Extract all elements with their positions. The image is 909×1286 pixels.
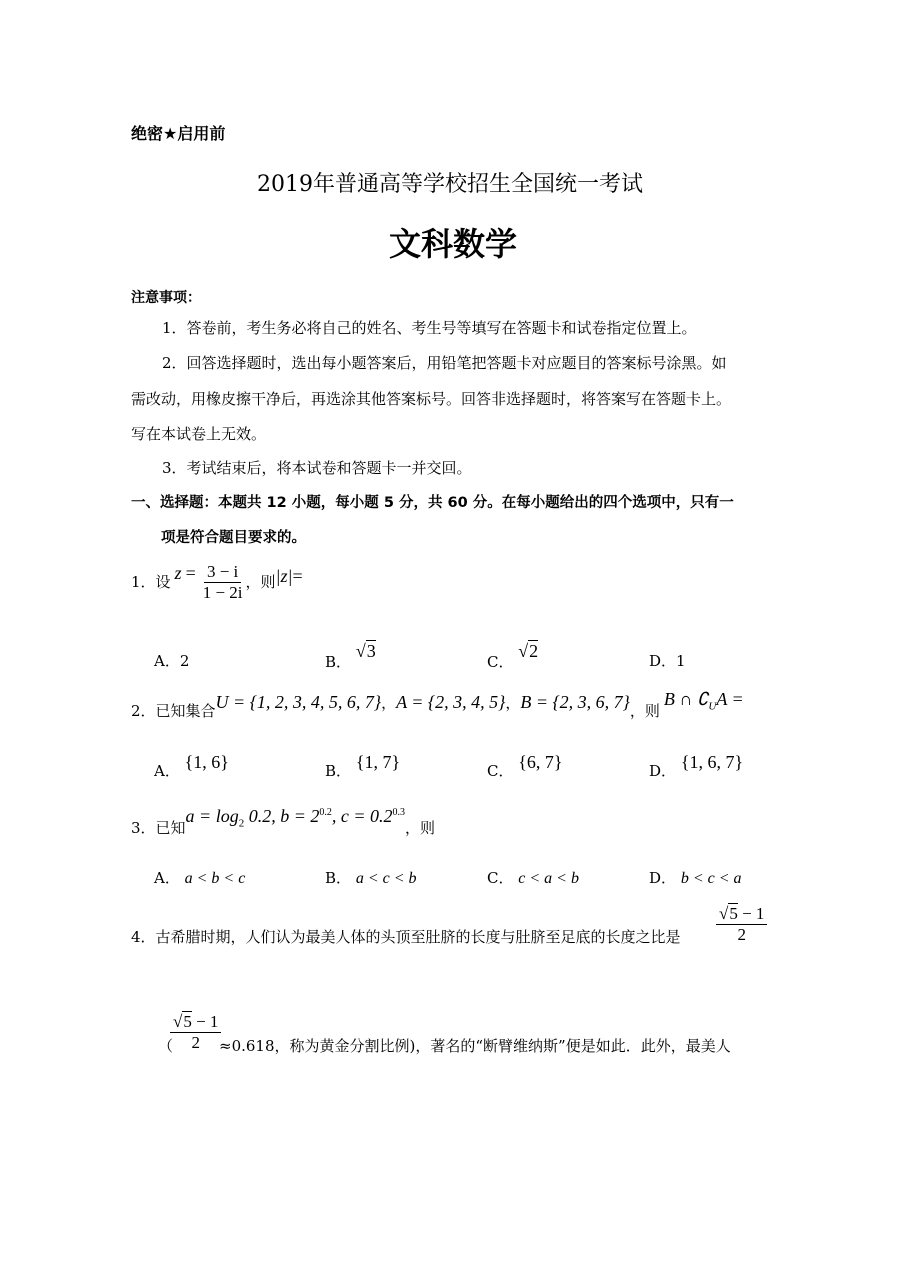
q1-option-d-value: 1 — [676, 652, 686, 670]
q2-prefix: 2．已知集合 — [131, 701, 216, 720]
q3-option-c-label: C． — [487, 869, 514, 887]
q3-option-a-value: a < b < c — [184, 870, 246, 887]
q2-option-a-value: {1, 6} — [184, 752, 229, 772]
q2-option-d-value: {1, 6, 7} — [680, 752, 744, 772]
q3-option-d-value: b < c < a — [680, 870, 742, 887]
q3-option-b-value: a < c < b — [355, 870, 417, 887]
notice-item-2-line1: 2．回答选择题时，选出每小题答案后，用铅笔把答题卡对应题目的答案标号涂黑。如 — [162, 354, 727, 372]
q1-option-b-label: B． — [325, 653, 352, 671]
q4-line-1: 4．古希腊时期，人们认为最美人体的头顶至肚脐的长度与肚脐至足底的长度之比是 — [131, 928, 681, 946]
q1-mid: ，则 — [245, 573, 276, 591]
q1-option-a — [154, 651, 189, 671]
q3-option-b-label: B． — [325, 869, 352, 887]
q1-tail: = — [292, 565, 303, 586]
q2-expr-main: B ∩ ∁ — [663, 689, 709, 709]
q4-ratio2-denominator: 2 — [191, 1033, 200, 1052]
q2-option-a-label: A． — [154, 762, 180, 780]
notice-item-3: 3．考试结束后，将本试卷和答题卡一并交回。 — [162, 459, 472, 477]
q4-ratio-num-rest: − 1 — [737, 904, 765, 923]
q2-option-a — [154, 752, 229, 781]
q1-option-b-sqrt: √3 — [355, 641, 376, 661]
q4-ratio2-num-rest: − 1 — [191, 1012, 219, 1031]
q1-option-a-value: 2 — [179, 652, 190, 670]
q1-denominator: 1 − 2i — [202, 582, 243, 602]
q4-line-2: ≈0.618，称为黄金分割比例)，著名的“断臂维纳斯”便是如此．此外，最美人 — [219, 1037, 731, 1055]
q1-fraction — [200, 562, 246, 603]
q3-c-exponent: 0.3 — [392, 807, 405, 818]
q3-option-c — [487, 868, 579, 889]
q3-prefix: 3．已知 — [131, 818, 186, 837]
q3-log-base: 2 — [238, 817, 245, 830]
question-1 — [131, 557, 303, 607]
q2-option-c-label: C． — [487, 762, 514, 780]
q1-var-z: z — [174, 562, 182, 583]
q3-option-d — [649, 868, 742, 889]
question-3 — [131, 806, 436, 838]
q3-c-part: , c = 0.2 — [331, 806, 393, 826]
q1-option-d-label: D． — [649, 652, 677, 670]
q2-option-d — [649, 752, 744, 781]
q2-set-u: U = {1, 2, 3, 4, 5, 6, 7} — [215, 691, 382, 712]
section1-heading-line2: 项是符合题目要求的。 — [161, 530, 306, 546]
q4-ratio2-root: 5 — [183, 1012, 192, 1031]
q3-a-rest: 0.2, b = 2 — [244, 806, 320, 826]
q2-option-b — [325, 752, 401, 781]
q2-option-b-value: {1, 7} — [355, 752, 401, 772]
q1-abs-z: |z| — [275, 565, 293, 586]
q1-numerator: 3 − i — [204, 562, 241, 583]
q2-set-b: B = {2, 3, 6, 7} — [520, 691, 630, 712]
q2-set-a: A = {2, 3, 4, 5} — [396, 691, 506, 712]
q2-expression — [664, 689, 744, 713]
q2-sep-1: ， — [381, 693, 397, 712]
q1-option-b-value: 3 — [366, 641, 376, 661]
q3-option-a-label: A． — [154, 869, 180, 887]
q4-ratio-fraction — [716, 904, 767, 945]
q4-ratio-denominator: 2 — [737, 925, 746, 944]
notice-item-2-line3: 写在本试卷上无效。 — [131, 425, 267, 443]
q2-expr-sub: U — [708, 700, 717, 713]
q2-option-c-value: {6, 7} — [518, 752, 563, 772]
q2-sep-2: ， — [505, 693, 521, 712]
q1-option-d — [649, 651, 686, 671]
q3-b-exponent: 0.2 — [319, 807, 332, 818]
q2-option-b-label: B． — [325, 762, 352, 780]
question-2 — [131, 689, 744, 721]
q1-prefix: 1．设 — [131, 573, 171, 591]
q1-option-c — [487, 641, 539, 672]
q3-a-part: a = log — [185, 806, 239, 826]
q4-ratio-numerator: √5 − 1 — [716, 904, 767, 925]
secret-label: 绝密★启用前 — [131, 124, 226, 143]
q2-option-d-label: D． — [649, 762, 677, 780]
q3-option-c-value: c < a < b — [518, 870, 579, 887]
q4-ratio-fraction-2 — [170, 1012, 221, 1053]
q4-ratio-root: 5 — [729, 904, 738, 923]
q1-option-a-label: A． — [154, 652, 180, 670]
q2-expr-tail: A = — [716, 689, 744, 709]
subject-title: 文科数学 — [389, 225, 518, 263]
notice-item-2-line2: 需改动，用橡皮擦干净后，再选涂其他答案标号。回答非选择题时，将答案写在答题卡上。 — [131, 390, 732, 408]
q3-option-d-label: D． — [649, 869, 677, 887]
q3-option-a — [154, 868, 245, 889]
q3-expression — [186, 806, 405, 830]
q1-option-c-sqrt: √2 — [518, 641, 539, 661]
q4-ratio2-numerator: √5 − 1 — [170, 1012, 221, 1033]
section1-heading-line1: 一、选择题：本题共 12 小题，每小题 5 分，共 60 分。在每小题给出的四个选项中，只有一 — [131, 495, 734, 511]
q1-option-b — [325, 641, 376, 672]
q3-mid: ，则 — [405, 818, 436, 837]
notice-item-1: 1．答卷前，考生务必将自己的姓名、考生号等填写在答题卡和试卷指定位置上。 — [162, 319, 697, 337]
q1-option-c-label: C． — [487, 653, 514, 671]
q3-option-b — [325, 868, 417, 889]
q2-option-c — [487, 752, 563, 781]
exam-title: 2019年普通高等学校招生全国统一考试 — [257, 172, 643, 197]
q4-open-paren: （ — [158, 1037, 174, 1055]
q1-option-c-value: 2 — [529, 641, 539, 661]
q1-equals: = — [185, 562, 196, 583]
notice-title: 注意事项： — [131, 290, 201, 306]
q2-mid: ，则 — [629, 701, 660, 720]
